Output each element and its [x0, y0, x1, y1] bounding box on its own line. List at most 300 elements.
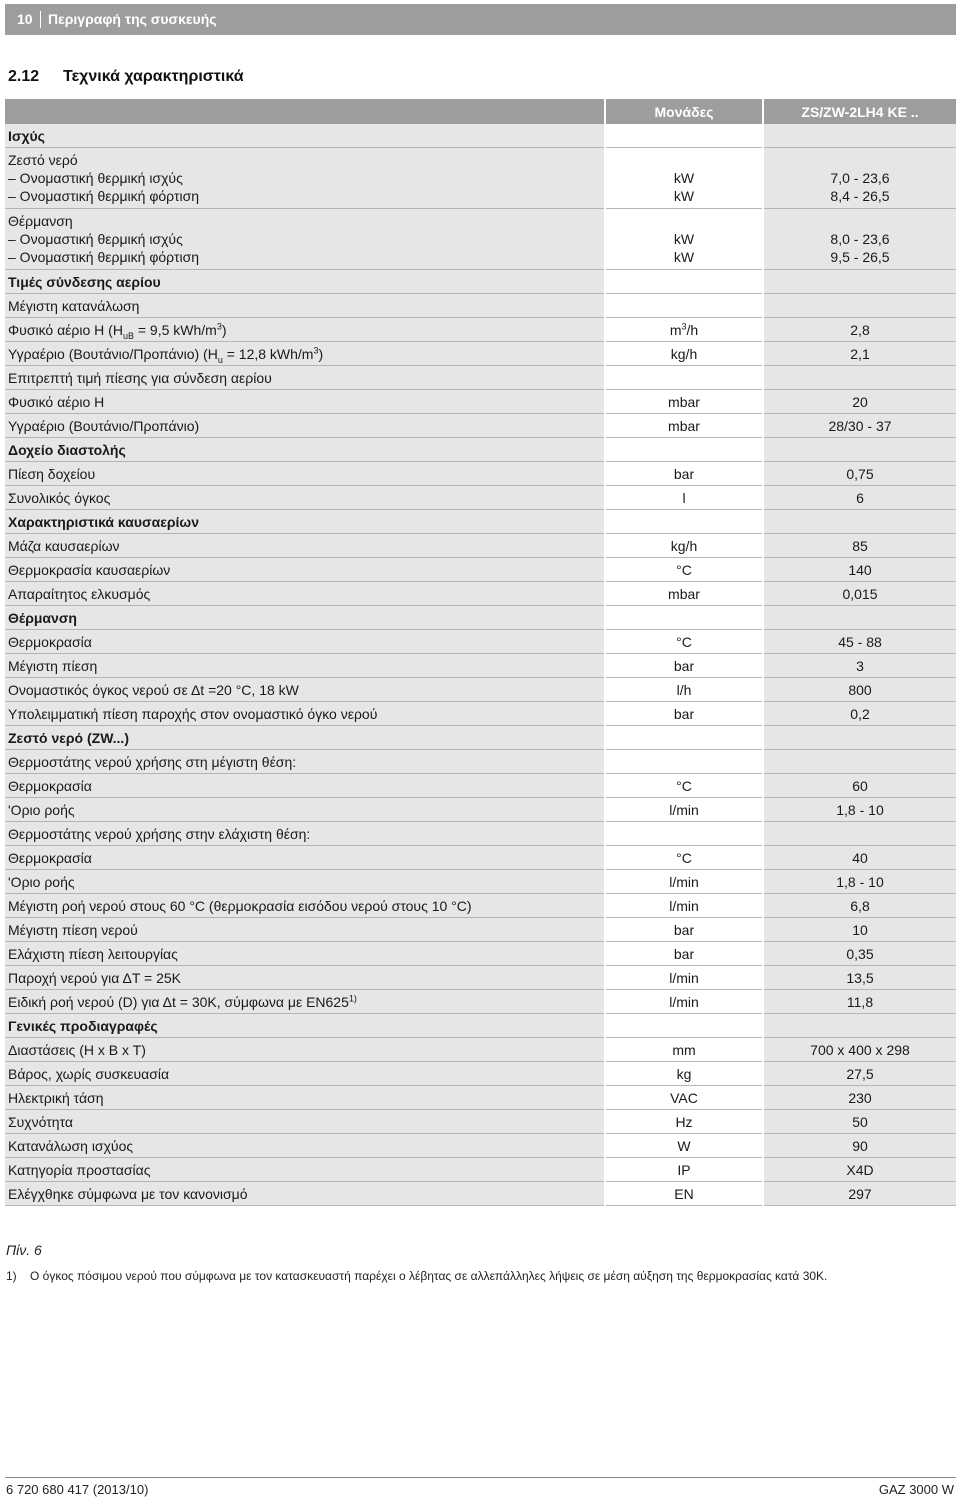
row-value: 230 [848, 1089, 872, 1106]
row-unit-cell [605, 990, 763, 1014]
section-row [5, 1014, 956, 1038]
row-label: Μέγιστη ροή νερού στους 60 °C (θερμοκρασία εισόδου νερού στους 10 °C) [8, 897, 472, 914]
row-label: Θερμοστάτης νερού χρήσης στην ελάχιστη θέση: [8, 825, 311, 842]
section-number: 2.12 [8, 68, 40, 85]
row-value-cell [763, 209, 956, 270]
row-label-cell [5, 486, 605, 510]
row-value-line: 9,5 - 26,5 [830, 249, 890, 265]
row-unit-cell [605, 702, 763, 726]
row-value-cell [763, 726, 956, 750]
row-label-cell [5, 209, 605, 270]
table-row [5, 294, 956, 318]
row-unit: kg/h [670, 537, 698, 554]
row-label-cell [5, 702, 605, 726]
row-unit-cell [605, 558, 763, 582]
row-unit-cell [605, 1062, 763, 1086]
section-label: Ζεστό νερό (ZW...) [8, 729, 129, 746]
row-unit: kg/h [670, 345, 698, 362]
row-unit-cell [605, 798, 763, 822]
row-value-cell [763, 1086, 956, 1110]
row-label-cell [5, 510, 605, 534]
row-value-line: 8,4 - 26,5 [830, 188, 890, 204]
row-value: 50 [852, 1113, 868, 1130]
row-value: 140 [848, 561, 872, 578]
row-unit: °C [676, 561, 692, 578]
row-label: Απαραίτητος ελκυσμός [8, 585, 151, 602]
row-unit-cell [605, 1086, 763, 1110]
row-label-cell [5, 630, 605, 654]
row-label-cell [5, 1038, 605, 1062]
table-row [5, 148, 956, 209]
row-value-cell [763, 1014, 956, 1038]
row-unit-line [609, 212, 759, 230]
row-value: 1,8 - 10 [836, 873, 884, 890]
row-label: Θερμοκρασία [8, 633, 92, 650]
row-unit-cell [605, 726, 763, 750]
row-label-cell [5, 942, 605, 966]
header-model: ZS/ZW-2LH4 KE .. [763, 99, 956, 124]
row-label-line: – Ονομαστική θερμική φόρτιση [8, 188, 200, 204]
row-unit-cell [605, 894, 763, 918]
row-label-cell [5, 534, 605, 558]
row-unit-cell [605, 366, 763, 390]
row-label: 'Οριο ροής [8, 801, 75, 818]
page-number: 10 [17, 11, 33, 27]
row-unit-cell [605, 294, 763, 318]
row-value: 297 [848, 1185, 872, 1202]
row-value-cell [763, 894, 956, 918]
row-label: Θερμοστάτης νερού χρήσης στη μέγιστη θέση: [8, 753, 297, 770]
section-label: Θέρμανση [8, 609, 77, 626]
row-value-cell [763, 798, 956, 822]
row-value-cell [763, 822, 956, 846]
row-value: 0,015 [842, 585, 878, 602]
row-value-cell [763, 966, 956, 990]
row-unit-line: kW [673, 249, 695, 265]
row-label-cell [5, 1158, 605, 1182]
row-value-cell [763, 1182, 956, 1206]
row-label-post: ) [221, 321, 227, 338]
row-label: Θερμοκρασία [8, 777, 92, 794]
row-value-line [767, 212, 953, 230]
row-unit-cell [605, 582, 763, 606]
document-code: 6 720 680 417 (2013/10) [6, 1482, 149, 1497]
row-label-line: Ζεστό νερό [8, 152, 78, 168]
row-value: 40 [852, 849, 868, 866]
row-value-cell [763, 702, 956, 726]
row-label-post: ) [318, 345, 324, 362]
table-row [5, 582, 956, 606]
row-value-cell [763, 1110, 956, 1134]
row-label-cell [5, 366, 605, 390]
row-unit-cell [605, 1182, 763, 1206]
row-label-cell [5, 894, 605, 918]
table-row [5, 462, 956, 486]
row-label-cell [5, 124, 605, 148]
footnote [6, 1269, 827, 1283]
table-row [5, 1062, 956, 1086]
row-value: 0,75 [846, 465, 874, 482]
row-label: Συχνότητα [8, 1113, 73, 1130]
row-value: 800 [848, 681, 872, 698]
row-label: Υπολειμματική πίεση παροχής στον ονομαστικό όγκο νερού [8, 705, 378, 722]
table-row [5, 942, 956, 966]
header-separator [40, 11, 41, 28]
row-value-cell [763, 534, 956, 558]
row-label: 'Οριο ροής [8, 873, 75, 890]
row-unit-pre: m [669, 321, 682, 338]
section-row [5, 438, 956, 462]
row-unit: mbar [668, 417, 700, 434]
row-label-sub: uB [122, 330, 134, 341]
row-value: 0,2 [850, 705, 870, 722]
row-value: 3 [856, 657, 864, 674]
row-value-cell [763, 486, 956, 510]
row-unit-cell [605, 318, 763, 342]
row-label-cell [5, 990, 605, 1014]
row-unit-cell [605, 342, 763, 366]
row-unit: bar [673, 657, 695, 674]
table-row [5, 1086, 956, 1110]
row-label-cell [5, 1110, 605, 1134]
row-label-cell [5, 606, 605, 630]
row-label-line: Θέρμανση [8, 213, 73, 229]
row-value-cell [763, 366, 956, 390]
section-title: Τεχνικά χαρακτηριστικά [63, 68, 244, 85]
row-unit: EN [674, 1185, 694, 1202]
row-value-cell [763, 942, 956, 966]
row-value-cell [763, 654, 956, 678]
row-value-line: 8,0 - 23,6 [830, 231, 890, 247]
row-unit-cell [605, 1110, 763, 1134]
row-value-cell [763, 870, 956, 894]
row-unit: IP [677, 1161, 691, 1178]
row-value-cell [763, 846, 956, 870]
row-label: Βάρος, χωρίς συσκευασία [8, 1065, 170, 1082]
row-label-cell [5, 148, 605, 209]
row-label-cell [5, 774, 605, 798]
row-label-cell [5, 342, 605, 366]
row-label: Ελάχιστη πίεση λειτουργίας [8, 945, 178, 962]
row-label: Μάζα καυσαερίων [8, 537, 120, 554]
section-row [5, 270, 956, 294]
row-value: 2,8 [850, 321, 870, 338]
table-row [5, 702, 956, 726]
row-label-line: – Ονομαστική θερμική ισχύς [8, 170, 183, 186]
row-unit-cell [605, 438, 763, 462]
row-unit: bar [673, 465, 695, 482]
table-row [5, 990, 956, 1014]
row-label-sup: 3 [313, 344, 319, 355]
row-value-cell [763, 510, 956, 534]
row-unit-cell [605, 822, 763, 846]
row-label-cell [5, 678, 605, 702]
row-unit: l [682, 489, 686, 506]
row-value-cell [763, 438, 956, 462]
table-row [5, 318, 956, 342]
row-label-line: – Ονομαστική θερμική ισχύς [8, 231, 183, 247]
section-label: Γενικές προδιαγραφές [8, 1017, 158, 1034]
row-unit: VAC [670, 1089, 698, 1106]
section-row [5, 124, 956, 148]
row-label-line: – Ονομαστική θερμική φόρτιση [8, 249, 200, 265]
row-label-cell [5, 558, 605, 582]
row-unit-cell [605, 414, 763, 438]
table-row [5, 654, 956, 678]
row-value: 28/30 - 37 [828, 417, 892, 434]
row-label-cell [5, 270, 605, 294]
row-value: X4D [846, 1161, 874, 1178]
row-label-cell [5, 462, 605, 486]
section-label: Χαρακτηριστικά καυσαερίων [8, 513, 200, 530]
row-unit-cell [605, 750, 763, 774]
row-value-cell [763, 390, 956, 414]
row-value-cell [763, 678, 956, 702]
row-value-cell [763, 462, 956, 486]
row-unit: mm [672, 1041, 696, 1058]
section-label: Δοχείο διαστολής [8, 441, 126, 458]
row-label-pre: Υγραέριο (Βουτάνιο/Προπάνιο) (H [8, 345, 218, 362]
table-row [5, 1110, 956, 1134]
table-header-row [5, 99, 956, 124]
row-label-cell [5, 318, 605, 342]
row-unit-cell [605, 486, 763, 510]
table-row [5, 846, 956, 870]
row-unit-line [609, 151, 759, 169]
header-empty-cell [5, 99, 605, 124]
row-label-mid: = 12,8 kWh/m [222, 345, 314, 362]
section-label: Τιμές σύνδεσης αερίου [8, 273, 161, 290]
row-value: 10 [852, 921, 868, 938]
row-unit: mbar [668, 393, 700, 410]
row-unit-post: /h [686, 321, 699, 338]
row-label-cell [5, 798, 605, 822]
row-unit-cell [605, 630, 763, 654]
row-unit-cell [605, 1158, 763, 1182]
table-row [5, 918, 956, 942]
row-value: 2,1 [850, 345, 870, 362]
row-value-cell [763, 606, 956, 630]
table-row [5, 798, 956, 822]
row-unit-cell [605, 678, 763, 702]
row-unit: l/h [676, 681, 692, 698]
row-label-cell [5, 1014, 605, 1038]
row-value: 45 - 88 [838, 633, 882, 650]
row-value: 60 [852, 777, 868, 794]
row-label-cell [5, 1062, 605, 1086]
table-row [5, 1182, 956, 1206]
row-label-cell [5, 654, 605, 678]
row-value-cell [763, 414, 956, 438]
row-unit-cell [605, 148, 763, 209]
row-unit-cell [605, 942, 763, 966]
row-value-cell [763, 1158, 956, 1182]
row-label: Συνολικός όγκος [8, 489, 111, 506]
row-unit-cell [605, 966, 763, 990]
row-unit-line: kW [673, 170, 695, 186]
row-unit: l/min [669, 969, 699, 986]
row-label: Κατανάλωση ισχύος [8, 1137, 134, 1154]
row-value: 85 [852, 537, 868, 554]
table-row [5, 366, 956, 390]
table-row [5, 870, 956, 894]
table-row [5, 750, 956, 774]
row-value-cell [763, 918, 956, 942]
row-value-cell [763, 294, 956, 318]
row-value: 1,8 - 10 [836, 801, 884, 818]
section-heading [8, 68, 244, 86]
row-value-cell [763, 990, 956, 1014]
footer-rule [5, 1477, 956, 1478]
row-label-cell [5, 966, 605, 990]
row-value-cell [763, 1062, 956, 1086]
row-value: 6 [856, 489, 864, 506]
row-unit-line: kW [673, 231, 695, 247]
table-row [5, 678, 956, 702]
row-unit: kg [676, 1065, 692, 1082]
table-row [5, 630, 956, 654]
row-unit-cell [605, 870, 763, 894]
row-value-cell [763, 270, 956, 294]
row-unit-cell [605, 1014, 763, 1038]
row-value-line: 7,0 - 23,6 [830, 170, 890, 186]
table-row [5, 390, 956, 414]
row-label-cell [5, 1086, 605, 1110]
row-unit-cell [605, 209, 763, 270]
row-value-cell [763, 124, 956, 148]
page-header-bar [5, 4, 956, 35]
row-value: 6,8 [850, 897, 870, 914]
row-label-cell [5, 390, 605, 414]
row-value-cell [763, 342, 956, 366]
row-label: Ελέγχθηκε σύμφωνα με τον κανονισμό [8, 1185, 248, 1202]
row-label-sup: 1) [348, 992, 357, 1003]
row-label: Επιτρεπτή τιμή πίεσης για σύνδεση αερίου [8, 369, 272, 386]
row-label: Παροχή νερού για ΔT = 25K [8, 969, 181, 986]
row-unit: bar [673, 705, 695, 722]
row-unit: W [677, 1137, 691, 1154]
row-value-cell [763, 774, 956, 798]
row-unit: bar [673, 945, 695, 962]
row-label-cell [5, 582, 605, 606]
row-unit: °C [676, 633, 692, 650]
row-label-cell [5, 1134, 605, 1158]
row-label-cell [5, 294, 605, 318]
row-value-line [767, 151, 953, 169]
row-unit: l/min [669, 801, 699, 818]
section-label: Ισχύς [8, 127, 45, 144]
row-unit-cell [605, 654, 763, 678]
row-value: 0,35 [846, 945, 874, 962]
row-label: Θερμοκρασία [8, 849, 92, 866]
row-unit-cell [605, 918, 763, 942]
row-unit-cell [605, 606, 763, 630]
row-label-cell [5, 822, 605, 846]
row-label-cell [5, 750, 605, 774]
row-label-cell [5, 726, 605, 750]
row-label-cell [5, 1182, 605, 1206]
row-unit-cell [605, 124, 763, 148]
row-label-pre: Ειδική ροή νερού (D) για Δt = 30K, σύμφωνα με EN625 [8, 993, 349, 1010]
row-label-pre: Φυσικό αέριο Η (H [8, 321, 123, 338]
row-label: Υγραέριο (Βουτάνιο/Προπάνιο) [8, 417, 200, 434]
row-unit: °C [676, 849, 692, 866]
row-unit: Hz [675, 1113, 693, 1130]
row-label-cell [5, 870, 605, 894]
row-label: Ηλεκτρική τάση [8, 1089, 104, 1106]
table-row [5, 558, 956, 582]
row-unit-cell [605, 270, 763, 294]
row-value: 90 [852, 1137, 868, 1154]
section-row [5, 726, 956, 750]
row-label-sub: u [217, 354, 223, 365]
product-name: GAZ 3000 W [878, 1482, 954, 1497]
row-value-cell [763, 1038, 956, 1062]
row-value-cell [763, 750, 956, 774]
row-label: Μέγιστη πίεση [8, 657, 98, 674]
row-label: Κατηγορία προστασίας [8, 1161, 151, 1178]
row-unit-cell [605, 534, 763, 558]
row-label: Μέγιστη κατανάλωση [8, 297, 140, 314]
row-value: 700 x 400 x 298 [810, 1041, 910, 1058]
row-label: Θερμοκρασία καυσαερίων [8, 561, 171, 578]
row-label: Μέγιστη πίεση νερού [8, 921, 138, 938]
row-label: Διαστάσεις (H x B x T) [8, 1041, 146, 1058]
table-caption: Πίν. 6 [6, 1242, 42, 1258]
row-unit-cell [605, 1134, 763, 1158]
row-value-cell [763, 318, 956, 342]
row-label-cell [5, 918, 605, 942]
table-row [5, 534, 956, 558]
row-value-cell [763, 1134, 956, 1158]
row-unit-line: kW [673, 188, 695, 204]
header-section-title: Περιγραφή της συσκευής [48, 11, 217, 27]
row-label: Ονομαστικός όγκος νερού σε Δt =20 °C, 18 kW [8, 681, 299, 698]
row-label-cell [5, 846, 605, 870]
header-units: Μονάδες [605, 99, 763, 124]
row-unit: l/min [669, 993, 699, 1010]
section-row [5, 606, 956, 630]
row-value-cell [763, 630, 956, 654]
row-value-cell [763, 148, 956, 209]
row-unit-sup: 3 [681, 320, 687, 331]
row-value-cell [763, 582, 956, 606]
table-row [5, 966, 956, 990]
row-unit-cell [605, 510, 763, 534]
row-unit-cell [605, 774, 763, 798]
row-label: Πίεση δοχείου [8, 465, 96, 482]
row-unit-cell [605, 462, 763, 486]
row-value: 20 [852, 393, 868, 410]
table-row [5, 1158, 956, 1182]
row-unit: l/min [669, 873, 699, 890]
table-row [5, 1134, 956, 1158]
row-unit: mbar [668, 585, 700, 602]
row-unit: l/min [669, 897, 699, 914]
row-label-mid: = 9,5 kWh/m [133, 321, 217, 338]
row-unit: °C [676, 777, 692, 794]
table-row [5, 822, 956, 846]
table-row [5, 774, 956, 798]
row-value: 13,5 [846, 969, 874, 986]
table-row [5, 209, 956, 270]
row-unit: bar [673, 921, 695, 938]
section-row [5, 510, 956, 534]
table-row [5, 894, 956, 918]
row-unit-cell [605, 846, 763, 870]
row-value: 11,8 [846, 993, 874, 1010]
footnote-marker: 1) [6, 1269, 17, 1283]
